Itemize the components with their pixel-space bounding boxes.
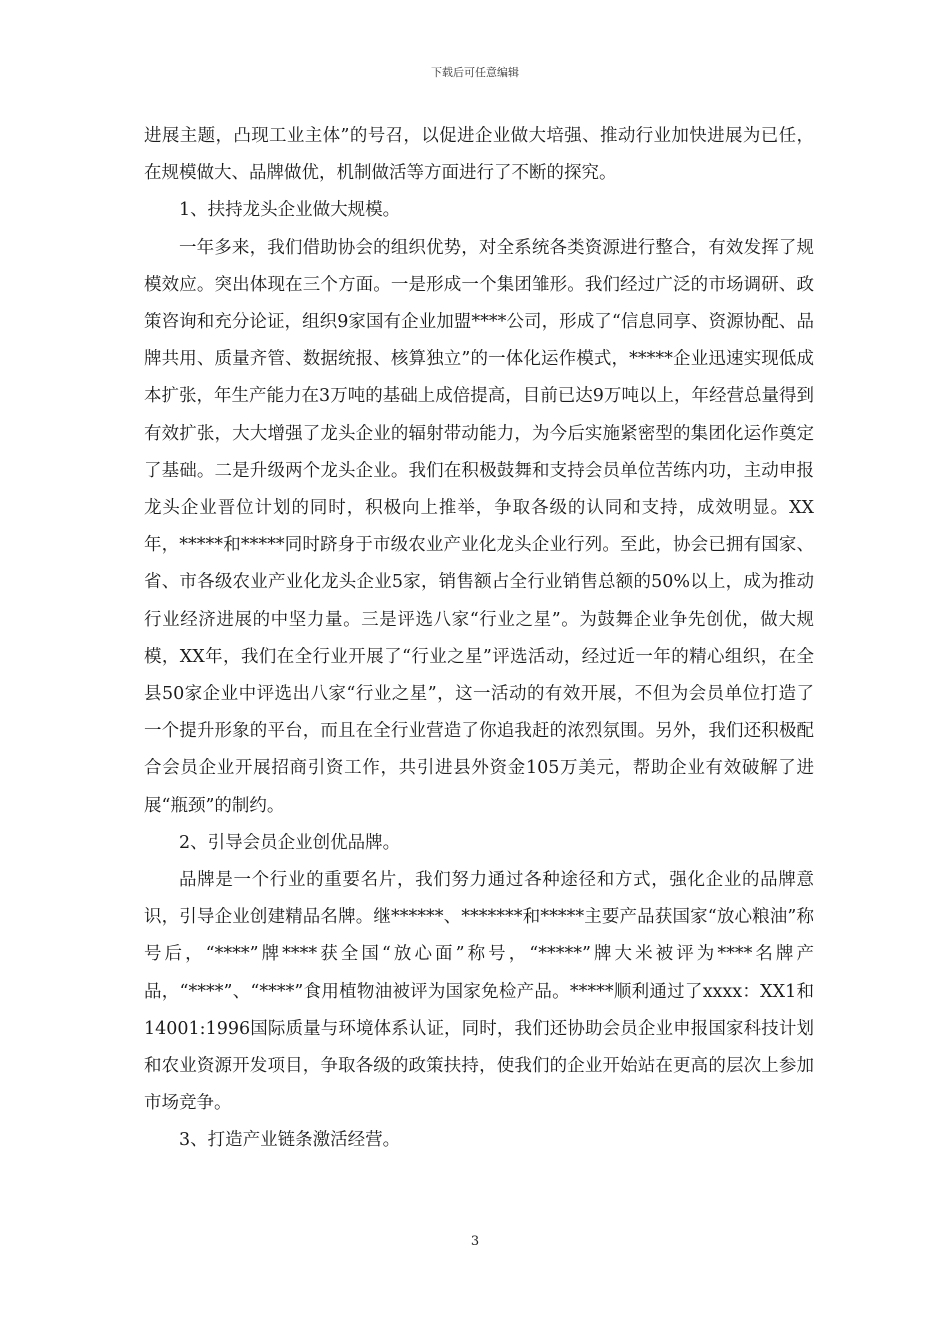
section-heading-1: 1、扶持龙头企业做大规模。 <box>179 200 401 221</box>
paragraph-continuation: 进展主题，凸现工业主体”的号召，以促进企业做大培强、推动行业加快进展为已任，在规模做大、品牌做优，机制做活等方面进行了不断的探究。 <box>144 126 814 184</box>
section-heading-3: 3、打造产业链条激活经营。 <box>179 1130 401 1151</box>
page-header: 下载后可任意编辑 <box>431 66 519 79</box>
paragraph-brands: 品牌是一个行业的重要名片，我们努力通过各种途径和方式，强化企业的品牌意识，引导企业创建精品名牌。继******、*******和*****主要产品获国家“放心粮油”称号后，“****”牌****获全国“放心面”称号，“*****”牌大米被评为****名牌产品，“****”、“****”食用植物油被评为国家免检产品。*****顺利通过了xxxx：XX1和14001:1996国际质量与环境体系认证，同时，我们还协助会员企业申报国家科技计划和农业资源开发项目，争取各级的政策扶持，使我们的企业开始站在更高的层次上参加市场竞争。 <box>144 870 814 1114</box>
section-heading-2: 2、引导会员企业创优品牌。 <box>179 832 401 853</box>
page-number: 3 <box>470 1234 480 1249</box>
document-body <box>144 118 814 1160</box>
paragraph-leading-enterprises: 一年多来，我们借助协会的组织优势，对全系统各类资源进行整合，有效发挥了规模效应。突出体现在三个方面。一是形成一个集团雏形。我们经过广泛的市场调研、政策咨询和充分论证，组织9家国有企业加盟****公司，形成了“信息同享、资源协配、品牌共用、质量齐管、数据统报、核算独立”的一体化运作模式，*****企业迅速实现低成本扩张，年生产能力在3万吨的基础上成倍提高，目前已达9万吨以上，年经营总量得到有效扩张，大大增强了龙头企业的辐射带动能力，为今后实施紧密型的集团化运作奠定了基础。二是升级两个龙头企业。我们在积极鼓舞和支持会员单位苦练内功，主动申报龙头企业晋位计划的同时，积极向上推举，争取各级的认同和支持，成效明显。XX年，*****和*****同时跻身于市级农业产业化龙头企业行列。至此，协会已拥有国家、省、市各级农业产业化龙头企业5家，销售额占全行业销售总额的50%以上，成为推动行业经济进展的中坚力量。三是评选八家“行业之星”。为鼓舞企业争先创优，做大规模，XX年，我们在全行业开展了“行业之星”评选活动，经过近一年的精心组织，在全县50家企业中评选出八家“行业之星”，这一活动的有效开展，不但为会员单位打造了一个提升形象的平台，而且在全行业营造了你追我赶的浓烈氛围。另外，我们还积极配合会员企业开展招商引资工作，共引进县外资金105万美元，帮助企业有效破解了进展“瓶颈”的制约。 <box>144 237 814 816</box>
